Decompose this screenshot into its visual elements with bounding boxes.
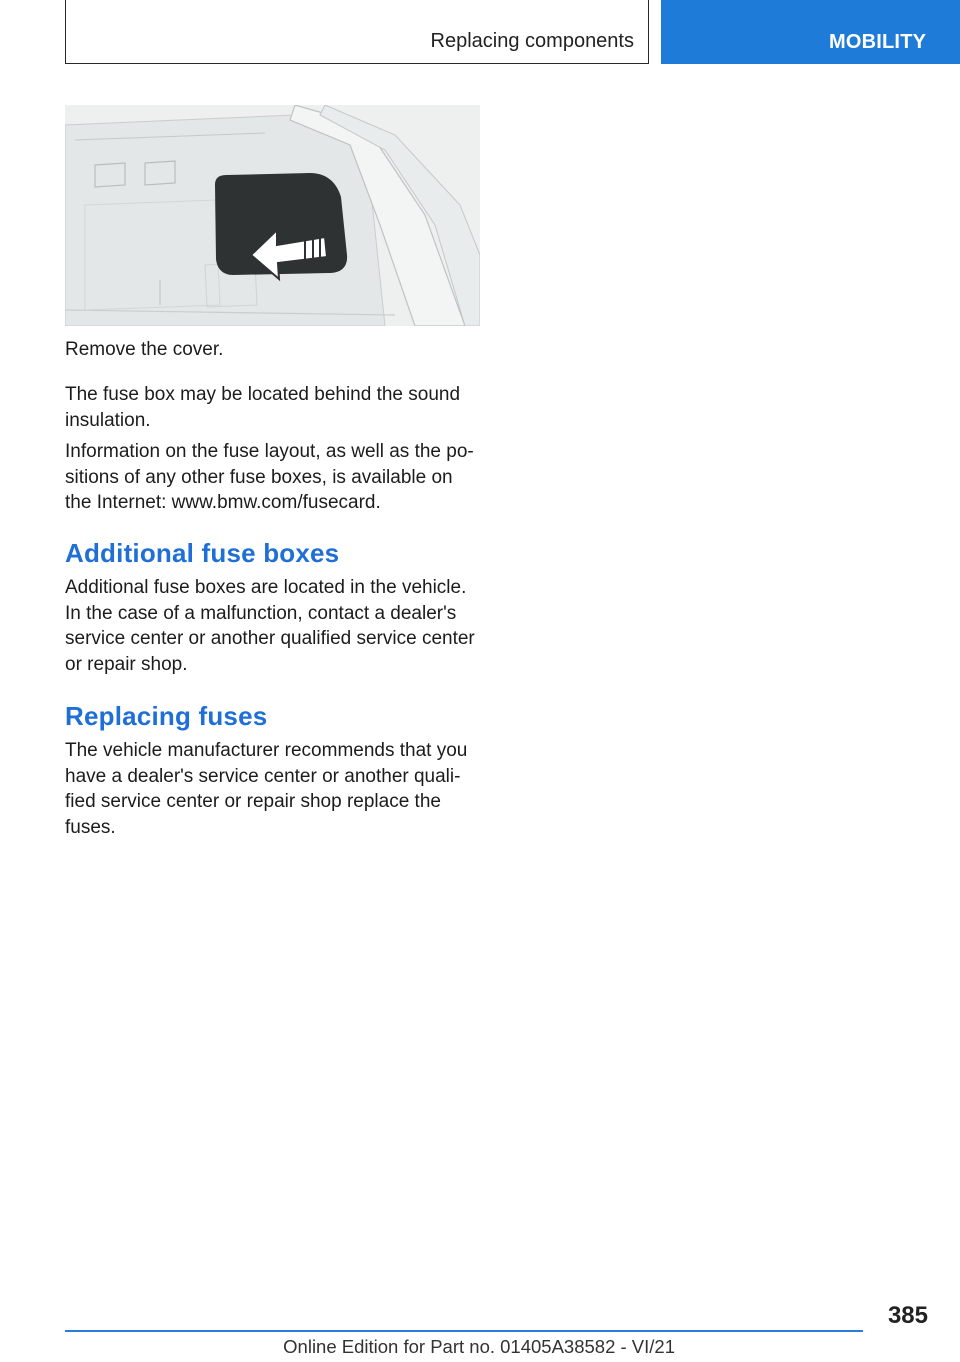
edition-note: Online Edition for Part no. 01405A38582 - VI/21 [283,1336,675,1357]
chapter-tab-label: MOBILITY [829,31,927,53]
paragraph: Information on the fuse layout, as well as the po-sitions of any other fuse boxes, is available on the Internet: www.bmw.com/fusecard. [65,441,474,513]
paragraph: Additional fuse boxes are located in the vehicle. In the case of a malfunction, contact a dealer's service center or another qualified service center or repair shop. [65,577,475,675]
paragraph: The vehicle manufacturer recommends that you have a dealer's service center or another quali-fied service center or repair shop replace the fuses. [65,740,468,838]
footer-divider [65,1330,863,1332]
chapter-tab [661,0,960,64]
paragraph: The fuse box may be located behind the sound insulation. [65,384,461,431]
fuse-cover-illustration [65,105,480,326]
page-number: 385 [887,1302,928,1329]
section-heading: Additional fuse boxes [65,538,340,568]
figure-caption: Remove the cover. [65,339,224,360]
section-title: Replacing components [430,30,634,52]
section-heading: Replacing fuses [65,701,268,731]
